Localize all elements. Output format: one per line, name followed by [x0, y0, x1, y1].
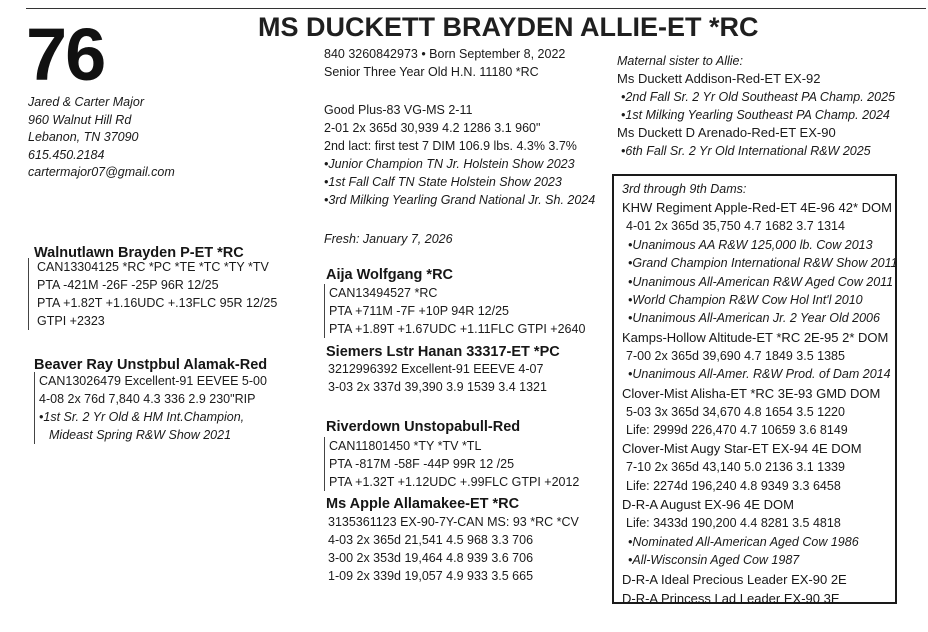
dams-box: [612, 174, 897, 604]
honor-line: •World Champion R&W Cow Hol Int'l 2010: [628, 293, 863, 308]
sister-name: Ms Duckett D Arenado-Red-ET EX-90: [617, 125, 836, 140]
mggs-line: PTA -817M -58F -44P 99R 12 /25: [329, 457, 515, 471]
honor-line: •Unanimous AA R&W 125,000 lb. Cow 2013: [628, 237, 873, 252]
dam-record-line: 7-00 2x 365d 39,690 4.7 1849 3.5 1385: [626, 348, 845, 363]
owner-street: 960 Walnut Hill Rd: [28, 112, 132, 127]
sire-dam-line: 4-08 2x 76d 7,840 4.3 336 2.9 230"RIP: [39, 392, 256, 406]
record-line: Good Plus-83 VG-MS 2-11: [324, 103, 473, 117]
sire-line: GTPI +2323: [37, 314, 105, 328]
honor-line: •All-Wisconsin Aged Cow 1987: [628, 553, 800, 568]
granddam-name: Ms Apple Allamakee-ET *RC: [326, 496, 520, 512]
mgs-dam-name: Siemers Lstr Hanan 33317-ET *PC: [326, 344, 560, 360]
dam-name: D-R-A August EX-96 4E DOM: [622, 497, 794, 513]
maternal-heading: Maternal sister to Allie:: [617, 54, 743, 68]
fresh-date: Fresh: January 7, 2026: [324, 232, 453, 246]
honor-line: •3rd Milking Yearling Grand National Jr. Sh. 2024: [324, 193, 596, 207]
dam-name: Clover-Mist Augy Star-ET EX-94 4E DOM: [622, 441, 862, 457]
granddam-line: 1-09 2x 339d 19,057 4.9 933 3.5 665: [328, 569, 534, 583]
registration-line: Senior Three Year Old H.N. 11180 *RC: [324, 65, 539, 79]
dam-name: Kamps-Hollow Altitude-ET *RC 2E-95 2* DOM: [622, 329, 889, 345]
dam-record-line: Life: 2999d 226,470 4.7 10659 3.6 8149: [626, 423, 848, 438]
honor-line: •1st Milking Yearling Southeast PA Champ. 2024: [621, 108, 890, 122]
honor-line: •2nd Fall Sr. 2 Yr Old Southeast PA Champ. 2025: [621, 90, 895, 104]
mgs-dam-details: [328, 360, 547, 396]
mgs-dam-block: [326, 342, 560, 362]
sire-dam-line: CAN13026479 Excellent-91 EEVEE 5-00: [39, 374, 267, 388]
animal-name: MS DUCKETT BRAYDEN ALLIE-ET *RC: [258, 12, 759, 42]
honor-line: •Unanimous All-American Jr. 2 Year Old 2006: [628, 311, 880, 326]
dam-name: KHW Regiment Apple-Red-ET 4E-96 42* DOM: [622, 200, 892, 216]
owner-name: Jared & Carter Major: [28, 95, 145, 109]
record-block: [324, 101, 595, 209]
dam-name: Clover-Mist Alisha-ET *RC 3E-93 GMD DOM: [622, 385, 881, 401]
honor-line: •Unanimous All-Amer. R&W Prod. of Dam 2014: [628, 367, 891, 382]
granddam-details: [328, 513, 579, 585]
dams-heading: 3rd through 9th Dams:: [622, 182, 747, 196]
owner-city: Lebanon, TN 37090: [28, 130, 139, 144]
honor-line: •Grand Champion International R&W Show 2011: [628, 256, 898, 271]
owner-block: [28, 94, 175, 182]
granddam-line: 3135361123 EX-90-7Y-CAN MS: 93 *RC *CV: [328, 515, 579, 529]
sister-name: Ms Duckett Addison-Red-ET EX-92: [617, 71, 821, 86]
sire-dam-details: [34, 372, 267, 444]
honor-line: •Unanimous All-American R&W Aged Cow 2011: [628, 274, 894, 289]
honor-line: •1st Sr. 2 Yr Old & HM Int.Champion,: [39, 410, 245, 424]
dam-record-line: 5-03 3x 365d 34,670 4.8 1654 3.5 1220: [626, 404, 845, 419]
sire-dam-name: Beaver Ray Unstpbul Alamak-Red: [34, 357, 268, 373]
dam-record-line: Life: 3433d 190,200 4.4 8281 3.5 4818: [626, 516, 841, 531]
lot-number: 76: [26, 13, 105, 96]
dam-name: D-R-A Princess Lad Leader EX-90 3E: [622, 590, 840, 606]
mgs-dam-line: 3-03 2x 337d 39,390 3.9 1539 3.4 1321: [328, 380, 547, 394]
dam-record-line: 4-01 2x 365d 35,750 4.7 1682 3.7 1314: [626, 219, 845, 234]
dam-record-line: Life: 2274d 196,240 4.8 9349 3.3 6458: [626, 478, 841, 493]
mggs-details: [324, 437, 579, 491]
honor-line: •1st Fall Calf TN State Holstein Show 2023: [324, 175, 562, 189]
honor-line: •Junior Champion TN Jr. Holstein Show 2023: [324, 157, 575, 171]
top-rule: [26, 8, 926, 9]
owner-email: cartermajor07@gmail.com: [28, 165, 175, 179]
registration-line: 840 3260842973 • Born September 8, 2022: [324, 47, 566, 61]
granddam-line: 3-00 2x 353d 19,464 4.8 939 3.6 706: [328, 551, 534, 565]
mggs-name: Riverdown Unstopabull-Red: [326, 419, 521, 435]
sire-line: PTA +1.82T +1.16UDC +.13FLC 95R 12/25: [37, 296, 278, 310]
sire-name: Walnutlawn Brayden P-ET *RC: [34, 245, 244, 261]
mgs-dam-line: 3212996392 Excellent-91 EEEVE 4-07: [328, 362, 544, 376]
dam-record-line: 7-10 2x 365d 43,140 5.0 2136 3.1 1339: [626, 460, 845, 475]
mgs-line: PTA +1.89T +1.67UDC +1.11FLC GTPI +2640: [329, 322, 586, 336]
mgs-line: CAN13494527 *RC: [329, 286, 438, 300]
record-line: 2-01 2x 365d 30,939 4.2 1286 3.1 960": [324, 121, 541, 135]
mggs-block: [326, 417, 520, 437]
mgs-name: Aija Wolfgang *RC: [326, 267, 454, 283]
record-line: 2nd lact: first test 7 DIM 106.9 lbs. 4.3% 3.7%: [324, 139, 577, 153]
honor-line: •Nominated All-American Aged Cow 1986: [628, 534, 859, 549]
sire-line: CAN13304125 *RC *PC *TE *TC *TY *TV: [37, 260, 269, 274]
mgs-line: PTA +711M -7F +10P 94R 12/25: [329, 304, 509, 318]
registration-block: [324, 45, 565, 81]
mggs-line: PTA +1.32T +1.12UDC +.99FLC GTPI +2012: [329, 475, 580, 489]
owner-phone: 615.450.2184: [28, 147, 105, 162]
dam-name: D-R-A Ideal Precious Leader EX-90 2E: [622, 571, 847, 587]
sire-details: [28, 258, 277, 330]
mggs-line: CAN11801450 *TY *TV *TL: [329, 439, 482, 453]
mgs-block: [326, 265, 453, 285]
granddam-block: [326, 494, 519, 514]
honor-line: Mideast Spring R&W Show 2021: [49, 428, 232, 442]
honor-line: •6th Fall Sr. 2 Yr Old International R&W 2025: [621, 144, 871, 158]
maternal-sisters-block: [617, 52, 895, 160]
granddam-line: 4-03 2x 365d 21,541 4.5 968 3.3 706: [328, 533, 534, 547]
mgs-details: [324, 284, 585, 338]
sire-line: PTA -421M -26F -25P 96R 12/25: [37, 278, 219, 292]
